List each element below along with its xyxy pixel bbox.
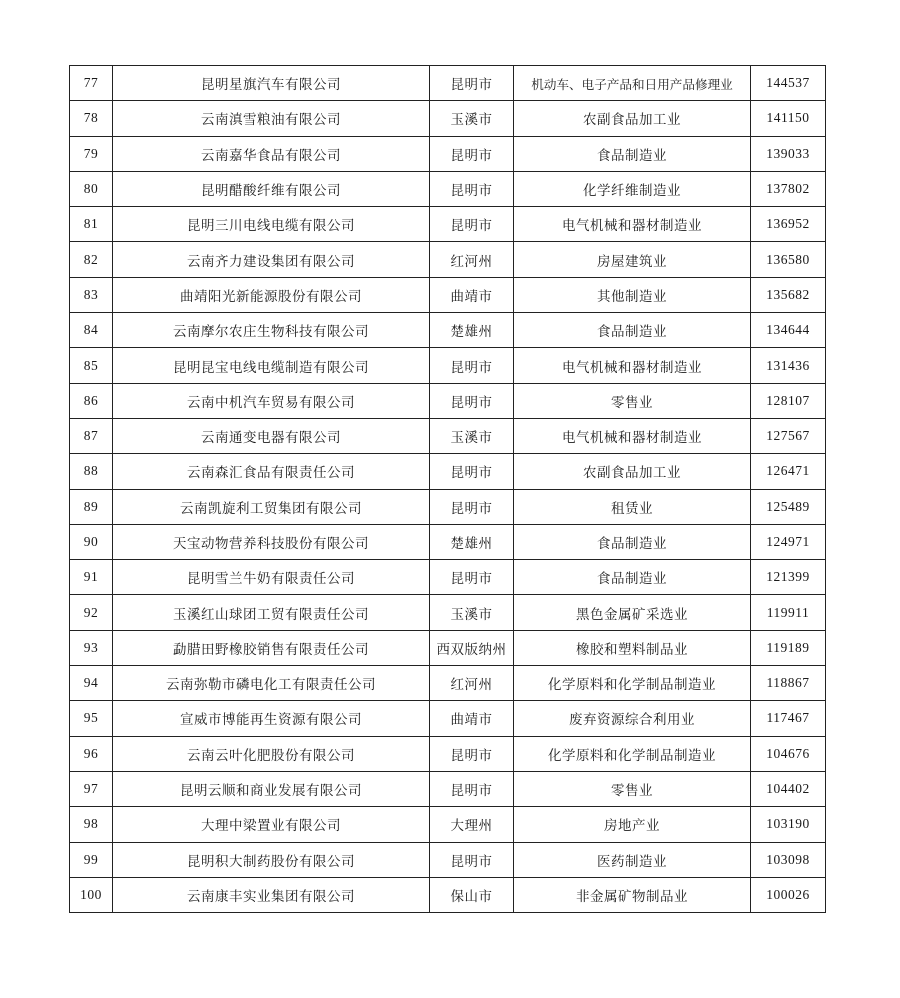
industry-cell: 食品制造业 [514,560,751,595]
region-cell: 红河州 [430,242,514,277]
value-cell: 131436 [751,348,826,383]
industry-cell: 农副食品加工业 [514,454,751,489]
value-cell: 104402 [751,771,826,806]
rank-cell: 92 [70,595,113,630]
table-row [70,101,826,136]
company-name-cell: 云南滇雪粮油有限公司 [113,101,430,136]
company-name-cell: 昆明醋酸纤维有限公司 [113,171,430,206]
region-cell: 昆明市 [430,66,514,101]
industry-cell: 电气机械和器材制造业 [514,418,751,453]
rank-cell: 80 [70,171,113,206]
rank-cell: 86 [70,383,113,418]
industry-cell: 化学原料和化学制品制造业 [514,736,751,771]
company-name-cell: 宣威市博能再生资源有限公司 [113,701,430,736]
table-row [70,701,826,736]
value-cell: 127567 [751,418,826,453]
region-cell: 昆明市 [430,383,514,418]
rank-cell: 88 [70,454,113,489]
company-name-cell: 云南中机汽车贸易有限公司 [113,383,430,418]
company-name-cell: 云南森汇食品有限责任公司 [113,454,430,489]
company-name-cell: 天宝动物营养科技股份有限公司 [113,524,430,559]
region-cell: 昆明市 [430,489,514,524]
table-row [70,877,826,912]
industry-cell: 食品制造业 [514,313,751,348]
industry-cell: 食品制造业 [514,524,751,559]
value-cell: 117467 [751,701,826,736]
region-cell: 楚雄州 [430,313,514,348]
region-cell: 红河州 [430,666,514,701]
region-cell: 玉溪市 [430,595,514,630]
table-row [70,666,826,701]
region-cell: 保山市 [430,877,514,912]
region-cell: 昆明市 [430,136,514,171]
industry-cell: 电气机械和器材制造业 [514,348,751,383]
industry-cell: 非金属矿物制品业 [514,877,751,912]
value-cell: 119189 [751,630,826,665]
rank-cell: 81 [70,207,113,242]
company-name-cell: 昆明昆宝电线电缆制造有限公司 [113,348,430,383]
region-cell: 玉溪市 [430,101,514,136]
industry-cell: 租赁业 [514,489,751,524]
industry-cell: 房地产业 [514,807,751,842]
region-cell: 昆明市 [430,171,514,206]
company-name-cell: 曲靖阳光新能源股份有限公司 [113,277,430,312]
industry-cell: 化学原料和化学制品制造业 [514,666,751,701]
company-name-cell: 云南摩尔农庄生物科技有限公司 [113,313,430,348]
enterprise-ranking-table [69,65,826,913]
table-row [70,630,826,665]
value-cell: 128107 [751,383,826,418]
rank-cell: 77 [70,66,113,101]
value-cell: 135682 [751,277,826,312]
company-name-cell: 云南通变电器有限公司 [113,418,430,453]
company-name-cell: 昆明三川电线电缆有限公司 [113,207,430,242]
region-cell: 昆明市 [430,736,514,771]
value-cell: 134644 [751,313,826,348]
region-cell: 楚雄州 [430,524,514,559]
company-name-cell: 勐腊田野橡胶销售有限责任公司 [113,630,430,665]
rank-cell: 89 [70,489,113,524]
value-cell: 104676 [751,736,826,771]
table-row [70,595,826,630]
table-row [70,313,826,348]
industry-cell: 化学纤维制造业 [514,171,751,206]
region-cell: 昆明市 [430,560,514,595]
region-cell: 昆明市 [430,842,514,877]
value-cell: 121399 [751,560,826,595]
rank-cell: 78 [70,101,113,136]
industry-cell: 零售业 [514,383,751,418]
company-name-cell: 云南凯旋利工贸集团有限公司 [113,489,430,524]
company-name-cell: 玉溪红山球团工贸有限责任公司 [113,595,430,630]
region-cell: 玉溪市 [430,418,514,453]
industry-cell: 农副食品加工业 [514,101,751,136]
value-cell: 103098 [751,842,826,877]
table-row [70,771,826,806]
company-name-cell: 云南云叶化肥股份有限公司 [113,736,430,771]
rank-cell: 100 [70,877,113,912]
value-cell: 126471 [751,454,826,489]
rank-cell: 87 [70,418,113,453]
industry-cell: 房屋建筑业 [514,242,751,277]
table-row [70,383,826,418]
table-row [70,207,826,242]
company-name-cell: 云南康丰实业集团有限公司 [113,877,430,912]
industry-cell: 废弃资源综合利用业 [514,701,751,736]
table-row [70,171,826,206]
rank-cell: 91 [70,560,113,595]
industry-cell: 零售业 [514,771,751,806]
company-name-cell: 云南齐力建设集团有限公司 [113,242,430,277]
company-name-cell: 大理中梁置业有限公司 [113,807,430,842]
company-name-cell: 昆明雪兰牛奶有限责任公司 [113,560,430,595]
value-cell: 139033 [751,136,826,171]
value-cell: 141150 [751,101,826,136]
table-row [70,136,826,171]
table-row [70,66,826,101]
industry-cell: 黑色金属矿采选业 [514,595,751,630]
value-cell: 137802 [751,171,826,206]
rank-cell: 96 [70,736,113,771]
rank-cell: 84 [70,313,113,348]
value-cell: 136580 [751,242,826,277]
region-cell: 曲靖市 [430,701,514,736]
value-cell: 103190 [751,807,826,842]
value-cell: 118867 [751,666,826,701]
value-cell: 136952 [751,207,826,242]
rank-cell: 82 [70,242,113,277]
industry-cell: 其他制造业 [514,277,751,312]
table-row [70,348,826,383]
industry-cell: 电气机械和器材制造业 [514,207,751,242]
table-row [70,277,826,312]
company-name-cell: 云南嘉华食品有限公司 [113,136,430,171]
company-name-cell: 昆明积大制药股份有限公司 [113,842,430,877]
industry-cell: 食品制造业 [514,136,751,171]
table-row [70,807,826,842]
region-cell: 昆明市 [430,207,514,242]
company-name-cell: 昆明云顺和商业发展有限公司 [113,771,430,806]
company-name-cell: 云南弥勒市磷电化工有限责任公司 [113,666,430,701]
rank-cell: 97 [70,771,113,806]
industry-cell: 医药制造业 [514,842,751,877]
table-row [70,560,826,595]
table-row [70,736,826,771]
company-name-cell: 昆明星旗汽车有限公司 [113,66,430,101]
table-body [70,66,826,913]
industry-cell: 橡胶和塑料制品业 [514,630,751,665]
rank-cell: 95 [70,701,113,736]
region-cell: 昆明市 [430,454,514,489]
table-row [70,489,826,524]
table-row [70,524,826,559]
region-cell: 昆明市 [430,771,514,806]
value-cell: 125489 [751,489,826,524]
value-cell: 144537 [751,66,826,101]
rank-cell: 99 [70,842,113,877]
table-row [70,454,826,489]
value-cell: 124971 [751,524,826,559]
rank-cell: 79 [70,136,113,171]
value-cell: 119911 [751,595,826,630]
rank-cell: 94 [70,666,113,701]
industry-cell: 机动车、电子产品和日用产品修理业 [514,66,751,101]
rank-cell: 98 [70,807,113,842]
table-row [70,242,826,277]
rank-cell: 90 [70,524,113,559]
rank-cell: 83 [70,277,113,312]
rank-cell: 85 [70,348,113,383]
region-cell: 昆明市 [430,348,514,383]
rank-cell: 93 [70,630,113,665]
value-cell: 100026 [751,877,826,912]
region-cell: 大理州 [430,807,514,842]
table-row [70,418,826,453]
region-cell: 西双版纳州 [430,630,514,665]
region-cell: 曲靖市 [430,277,514,312]
table-row [70,842,826,877]
